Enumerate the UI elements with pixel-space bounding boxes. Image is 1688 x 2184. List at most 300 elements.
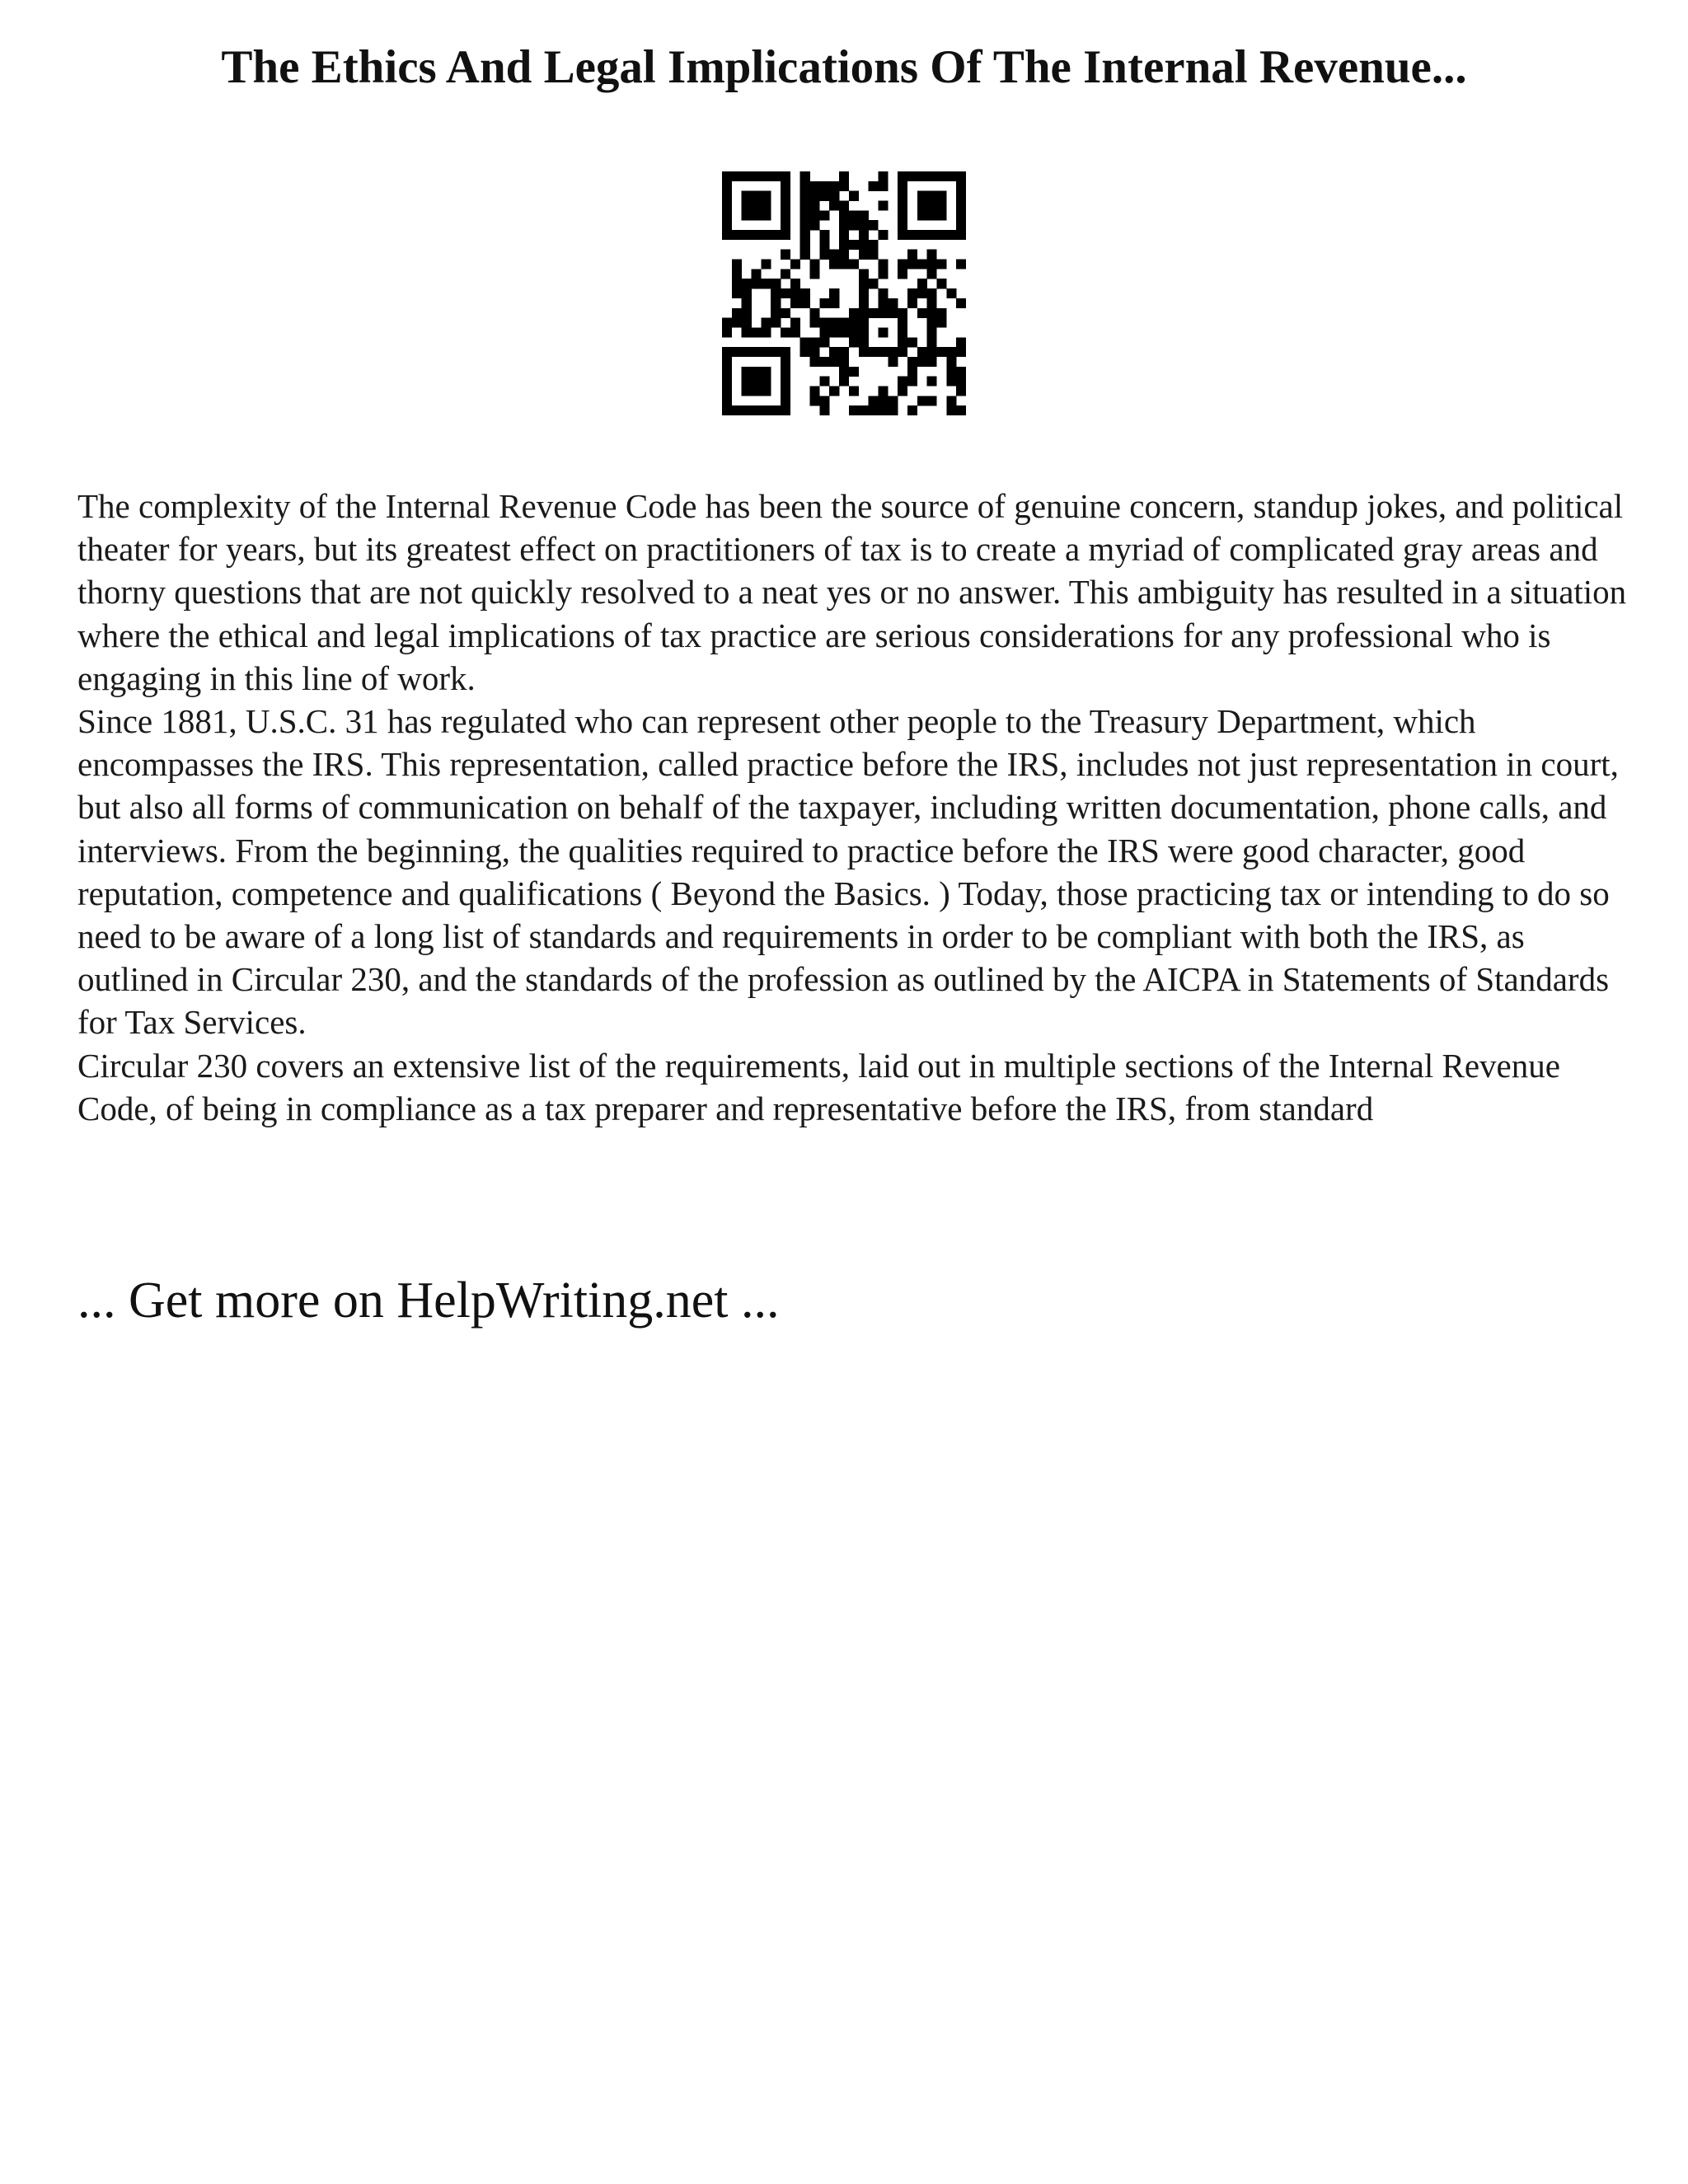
qr-module [771, 279, 781, 288]
qr-module [898, 171, 907, 181]
qr-module [869, 250, 879, 260]
qr-module [839, 240, 849, 250]
qr-module [722, 347, 732, 357]
qr-module [810, 347, 820, 357]
qr-module [781, 347, 790, 357]
qr-module [869, 308, 879, 318]
qr-module [819, 181, 829, 191]
qr-module [819, 318, 829, 328]
qr-module [849, 308, 859, 318]
qr-module [771, 171, 781, 181]
qr-module [722, 367, 732, 377]
qr-module [907, 230, 917, 240]
qr-module [898, 201, 907, 211]
qr-module [878, 201, 888, 211]
qr-module [927, 250, 937, 260]
qr-module [810, 269, 820, 279]
qr-module [956, 210, 966, 220]
qr-module [907, 260, 917, 269]
qr-module [946, 367, 956, 377]
qr-module [869, 220, 879, 230]
qr-module [732, 171, 742, 181]
qr-module [917, 347, 927, 357]
qr-module [849, 240, 859, 250]
qr-module [859, 347, 869, 357]
qr-module [800, 210, 810, 220]
qr-module [839, 377, 849, 387]
qr-module [752, 269, 762, 279]
qr-module [742, 298, 752, 308]
qr-module [936, 230, 946, 240]
qr-module [907, 357, 917, 367]
qr-module [956, 367, 966, 377]
qr-module [810, 210, 820, 220]
qr-module [839, 357, 849, 367]
qr-module [927, 210, 937, 220]
qr-module [819, 396, 829, 405]
qr-module [956, 337, 966, 347]
qr-module [800, 201, 810, 211]
qr-module [790, 318, 800, 328]
qr-module [722, 386, 732, 396]
qr-module [829, 347, 839, 357]
qr-module [722, 171, 732, 181]
qr-module [956, 405, 966, 415]
qr-module [869, 279, 879, 288]
qr-module [907, 405, 917, 415]
qr-module [936, 191, 946, 201]
qr-module [898, 220, 907, 230]
qr-module [800, 240, 810, 250]
qr-module [878, 405, 888, 415]
qr-module [898, 386, 907, 396]
qr-module [781, 171, 790, 181]
qr-module [819, 327, 829, 337]
qr-module [907, 171, 917, 181]
qr-module [878, 260, 888, 269]
qr-module [761, 260, 771, 269]
qr-module [839, 250, 849, 260]
qr-module [917, 210, 927, 220]
qr-module [732, 405, 742, 415]
qr-module [829, 260, 839, 269]
qr-module [839, 181, 849, 191]
qr-module [956, 230, 966, 240]
qr-module [859, 210, 869, 220]
qr-module [917, 357, 927, 367]
qr-module [800, 298, 810, 308]
qr-module [936, 260, 946, 269]
qr-module [898, 269, 907, 279]
document-title: The Ethics And Legal Implications Of The Internal Revenue... [221, 41, 1467, 93]
qr-module [927, 357, 937, 367]
qr-module [839, 210, 849, 220]
qr-module [927, 308, 937, 318]
qr-module [898, 230, 907, 240]
qr-module [781, 181, 790, 191]
qr-module [722, 405, 732, 415]
qr-module [946, 171, 956, 181]
qr-module [956, 181, 966, 191]
qr-module [742, 318, 752, 328]
qr-module [810, 318, 820, 328]
qr-module [819, 377, 829, 387]
qr-module [742, 308, 752, 318]
qr-module [800, 181, 810, 191]
qr-module [888, 298, 898, 308]
qr-module [781, 250, 790, 260]
qr-module [752, 386, 762, 396]
qr-module [722, 220, 732, 230]
qr-module [742, 210, 752, 220]
paragraph-2: Since 1881, U.S.C. 31 has regulated who can represent other people to the Treasury Department, which encompasses the IRS. This representation, called practice before the IRS, includes not just representation in court, but also all forms of communication on behalf of the taxpayer, including written documentation, phone calls, and interviews. From the beginning, the qualities required to practice before the IRS were good character, good reputation, competence and qualifications ( Beyond the Basics. ) Today, those practicing tax or intending to do so need to be aware of a long list of standards and requirements in order to be compliant with both the IRS, as outlined in Circular 230, and the standards of the profession as outlined by the AICPA in Statements of Standards for Tax Services. [77, 702, 1619, 1042]
qr-module [859, 337, 869, 347]
qr-module [742, 405, 752, 415]
qr-module [761, 405, 771, 415]
qr-module [898, 347, 907, 357]
qr-module [771, 405, 781, 415]
qr-module [819, 191, 829, 201]
qr-module [927, 337, 937, 347]
qr-module [810, 260, 820, 269]
qr-module [936, 308, 946, 318]
qr-module [819, 337, 829, 347]
qr-module [956, 298, 966, 308]
qr-module [781, 288, 790, 298]
qr-module [781, 377, 790, 387]
qr-module [761, 201, 771, 211]
qr-module [742, 288, 752, 298]
qr-module [742, 171, 752, 181]
qr-module [839, 367, 849, 377]
qr-module [917, 171, 927, 181]
qr-module [829, 191, 839, 201]
qr-module [771, 298, 781, 308]
qr-module [829, 318, 839, 328]
qr-module [927, 201, 937, 211]
qr-module [859, 279, 869, 288]
qr-module [761, 210, 771, 220]
qr-module [732, 288, 742, 298]
qr-module [752, 191, 762, 201]
qr-module [810, 337, 820, 347]
qr-module [878, 386, 888, 396]
qr-module [761, 377, 771, 387]
qr-module [722, 230, 732, 240]
qr-module [917, 201, 927, 211]
qr-module [819, 250, 829, 260]
qr-module [800, 191, 810, 201]
qr-module [927, 171, 937, 181]
qr-module [927, 318, 937, 328]
qr-module [888, 405, 898, 415]
qr-module [927, 347, 937, 357]
qr-module [839, 260, 849, 269]
qr-module [790, 327, 800, 337]
qr-module [771, 308, 781, 318]
qr-module [722, 191, 732, 201]
qr-module [888, 357, 898, 367]
qr-module [898, 210, 907, 220]
qr-module [849, 327, 859, 337]
qr-module [742, 367, 752, 377]
qr-module [878, 347, 888, 357]
qr-module [781, 210, 790, 220]
qr-module [878, 396, 888, 405]
qr-module [956, 191, 966, 201]
qr-module [800, 288, 810, 298]
qr-module [878, 230, 888, 240]
qr-module [722, 318, 732, 328]
qr-module [859, 269, 869, 279]
qr-module [781, 191, 790, 201]
qr-module [781, 201, 790, 211]
qr-module [927, 269, 937, 279]
qr-module [752, 279, 762, 288]
qr-module [956, 171, 966, 181]
qr-module [781, 220, 790, 230]
qr-module [956, 220, 966, 230]
qr-module [781, 405, 790, 415]
qr-module [907, 367, 917, 377]
qr-module [878, 308, 888, 318]
qr-module [839, 318, 849, 328]
qr-module [761, 347, 771, 357]
qr-module [888, 396, 898, 405]
qr-code [722, 171, 966, 415]
qr-module [888, 308, 898, 318]
qr-module [819, 240, 829, 250]
qr-module [722, 210, 732, 220]
qr-module [752, 230, 762, 240]
qr-module [859, 240, 869, 250]
qr-module [800, 220, 810, 230]
qr-module [810, 357, 820, 367]
qr-module [752, 347, 762, 357]
qr-module [907, 377, 917, 387]
qr-module [849, 220, 859, 230]
qr-module [761, 327, 771, 337]
qr-module [859, 220, 869, 230]
qr-module [732, 269, 742, 279]
qr-module [878, 327, 888, 337]
qr-module [936, 318, 946, 328]
qr-module [722, 181, 732, 191]
qr-module [927, 191, 937, 201]
qr-module [781, 327, 790, 337]
qr-module [878, 298, 888, 308]
qr-module [781, 230, 790, 240]
qr-module [898, 318, 907, 328]
qr-module [800, 250, 810, 260]
qr-module [790, 260, 800, 269]
qr-module [819, 230, 829, 240]
qr-module [859, 327, 869, 337]
qr-module [800, 347, 810, 357]
qr-module [781, 269, 790, 279]
qr-module [742, 377, 752, 387]
qr-module [732, 260, 742, 269]
qr-module [936, 347, 946, 357]
get-more-link[interactable]: ... Get more on HelpWriting.net ... [77, 1272, 780, 1329]
qr-module [927, 396, 937, 405]
qr-module [878, 181, 888, 191]
qr-module [810, 396, 820, 405]
qr-module [722, 396, 732, 405]
qr-module [869, 181, 879, 191]
qr-module [839, 201, 849, 211]
qr-module [898, 181, 907, 191]
qr-module [936, 279, 946, 288]
qr-module [956, 347, 966, 357]
qr-module [946, 396, 956, 405]
qr-module [742, 191, 752, 201]
qr-module [859, 288, 869, 298]
qr-module [722, 357, 732, 367]
qr-module [819, 405, 829, 415]
qr-module [781, 308, 790, 318]
qr-module [849, 318, 859, 328]
qr-module [771, 288, 781, 298]
qr-module [810, 191, 820, 201]
qr-module [859, 308, 869, 318]
qr-module [722, 201, 732, 211]
qr-module [839, 347, 849, 357]
qr-module [907, 288, 917, 298]
qr-module [878, 269, 888, 279]
qr-module [936, 210, 946, 220]
qr-module [946, 230, 956, 240]
qr-module [742, 201, 752, 211]
qr-module [927, 327, 937, 337]
qr-module [790, 279, 800, 288]
qr-module [927, 260, 937, 269]
qr-module [907, 337, 917, 347]
qr-module [742, 279, 752, 288]
qr-module [771, 318, 781, 328]
qr-code-icon [722, 171, 966, 415]
qr-module [819, 298, 829, 308]
qr-module [742, 386, 752, 396]
qr-module [810, 220, 820, 230]
qr-module [810, 181, 820, 191]
qr-module [927, 288, 937, 298]
qr-module [927, 377, 937, 387]
qr-module [927, 230, 937, 240]
qr-module [752, 377, 762, 387]
qr-module [781, 386, 790, 396]
qr-module [946, 377, 956, 387]
qr-module [917, 230, 927, 240]
qr-module [790, 288, 800, 298]
qr-module [946, 288, 956, 298]
qr-module [829, 357, 839, 367]
qr-module [781, 396, 790, 405]
qr-module [771, 347, 781, 357]
qr-module [907, 250, 917, 260]
qr-module [849, 386, 859, 396]
qr-module [839, 220, 849, 230]
qr-module [819, 210, 829, 220]
qr-module [810, 201, 820, 211]
qr-module [859, 230, 869, 240]
qr-module [800, 171, 810, 181]
qr-module [869, 240, 879, 250]
qr-module [898, 308, 907, 318]
qr-module [878, 288, 888, 298]
qr-module [849, 367, 859, 377]
qr-module [936, 201, 946, 211]
qr-module [936, 171, 946, 181]
qr-module [732, 230, 742, 240]
qr-module [849, 405, 859, 415]
qr-module [956, 377, 966, 387]
qr-module [898, 327, 907, 337]
qr-module [732, 279, 742, 288]
qr-module [742, 230, 752, 240]
qr-module [790, 298, 800, 308]
qr-module [878, 171, 888, 181]
qr-module [722, 377, 732, 387]
qr-module [761, 279, 771, 288]
qr-module [859, 318, 869, 328]
qr-module [761, 386, 771, 396]
qr-module [800, 230, 810, 240]
qr-module [917, 288, 927, 298]
qr-module [917, 396, 927, 405]
qr-module [888, 347, 898, 357]
qr-module [742, 347, 752, 357]
qr-module [829, 298, 839, 308]
qr-module [752, 405, 762, 415]
qr-module [849, 191, 859, 201]
qr-module [771, 230, 781, 240]
qr-module [898, 337, 907, 347]
qr-module [907, 298, 917, 308]
qr-module [732, 308, 742, 318]
qr-module [839, 230, 849, 240]
qr-module [810, 386, 820, 396]
qr-module [829, 250, 839, 260]
qr-module [732, 347, 742, 357]
qr-module [742, 327, 752, 337]
qr-module [752, 201, 762, 211]
qr-module [829, 327, 839, 337]
paragraph-1: The complexity of the Internal Revenue Code has been the source of genuine concern, standup jokes, and political theater for years, but its greatest effect on practitioners of tax is to create a myriad of complicated gray areas and thorny questions that are not quickly resolved to a neat yes or no answer. This ambiguity has resulted in a situation where the ethical and legal implications of tax practice are serious considerations for any professional who is engaging in this line of work. [77, 487, 1627, 697]
qr-module [956, 260, 966, 269]
qr-module [859, 405, 869, 415]
qr-module [946, 405, 956, 415]
qr-module [898, 260, 907, 269]
qr-module [761, 191, 771, 201]
qr-module [829, 201, 839, 211]
qr-module [849, 337, 859, 347]
article-body [77, 485, 1627, 1130]
qr-module [946, 347, 956, 357]
qr-module [869, 396, 879, 405]
qr-module [869, 405, 879, 415]
qr-module [722, 327, 732, 337]
paragraph-3: Circular 230 covers an extensive list of the requirements, laid out in multiple sections of the Internal Revenue Code, of being in compliance as a tax preparer and representative before the IRS, from standard [77, 1046, 1560, 1127]
qr-module [849, 210, 859, 220]
qr-module [917, 279, 927, 288]
qr-module [819, 357, 829, 367]
qr-module [859, 298, 869, 308]
qr-module [898, 377, 907, 387]
qr-module [781, 367, 790, 377]
qr-module [761, 367, 771, 377]
qr-module [761, 171, 771, 181]
